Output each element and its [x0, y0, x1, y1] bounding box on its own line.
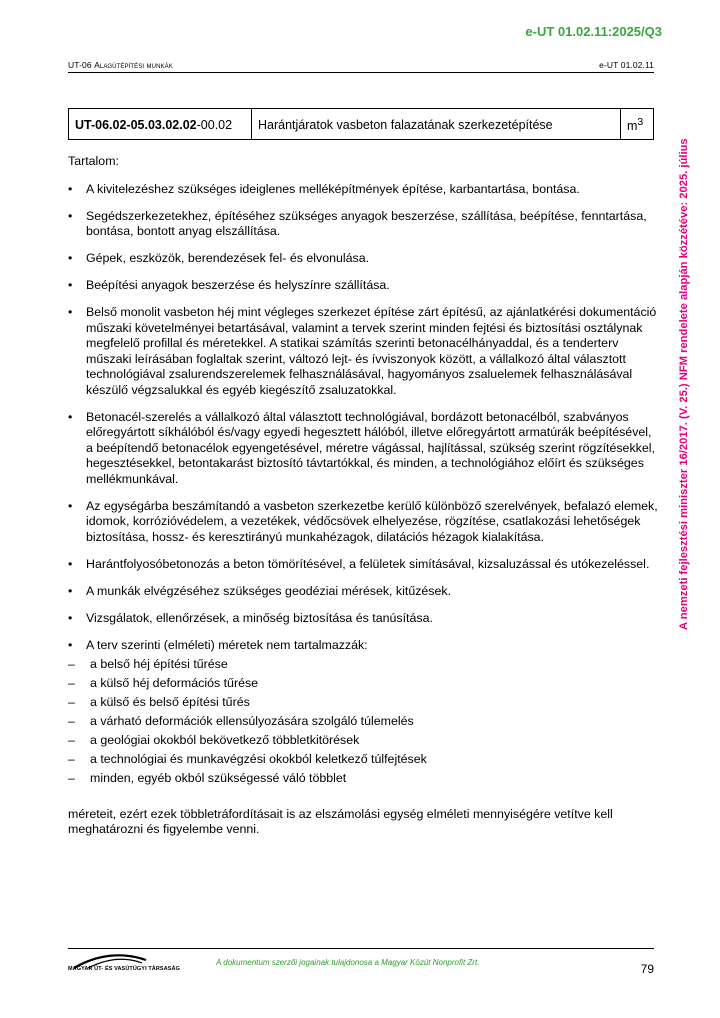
running-header-left: UT-06 Alagútépítési munkák [68, 60, 173, 70]
footer-divider [68, 948, 654, 949]
list-item: • Betonacél-szerelés a vállalkozó által választott technológiával, bordázott betonacélból, szabványos előregyártott síkhálóból és/vagy egyedi hegesztett hálóból, illetve előregyártott armatúrák beépítésével, a beépítendő betonacélok egyengetésével, méretre vágással, hajlítással, szükség szerint rögzítésekkel, hegesztésekkel, betontakarást biztosító távtartókkal, és minden, a technológiához előírt és szükséges mellékmunkával. [68, 409, 655, 486]
content-heading: Tartalom: [68, 154, 119, 168]
list-item: • A munkák elvégzéséhez szükséges geodéziai mérések, kitűzések. [68, 583, 452, 598]
bullet-icon: • [68, 583, 73, 598]
running-header [68, 60, 654, 70]
bullet-icon: • [68, 637, 73, 652]
list-item: • Harántfolyosóbetonozás a beton tömörítésével, a felületek simításával, kizsaluzással és utókezeléssel. [68, 556, 650, 571]
side-publication-note: A nemzeti fejlesztési miniszter 16/2017. (V. 25.) NFM rendelete alapján közzétéve: 2025. július [678, 138, 690, 630]
running-header-right: e-UT 01.02.11 [599, 60, 654, 70]
dash-icon: – [68, 751, 75, 766]
bullet-icon: • [68, 556, 73, 571]
closing-paragraph: méreteit, ezért ezek többletráfordításait is az elszámolási egység elméleti mennyiségére vetítve kell meghatározni és figyelembe venni. [68, 806, 613, 837]
dash-icon: – [68, 713, 75, 728]
item-row [69, 109, 654, 140]
item-code: UT-06.02-05.03.02.02-00.02 [69, 109, 252, 140]
copyright-note: A dokumentum szerzői jogainak tulajdonosa a Magyar Közút Nonprofit Zrt. [216, 958, 480, 967]
dash-item: – minden, egyéb okból szükségessé váló többlet [68, 771, 347, 786]
company-logo-text: MAGYAR ÚT- ÉS VASÚTÜGYI TÁRSASÁG [68, 966, 180, 972]
dash-item: – a külső és belső építési tűrés [68, 694, 250, 709]
dash-list [68, 657, 658, 787]
list-item: • Az egységárba beszámítandó a vasbeton szerkezetbe kerülő különböző szerelvények, befalazó elemek, idomok, korrózióvédelem, a vezetékek, védőcsövek elhelyezése, rögzítése, csatlakozási lehetőségek biztosítása, hossz- és keresztirányú munkahézagok, dilatációs hézagok kialakítása. [68, 498, 658, 544]
header-divider [68, 72, 654, 73]
list-item: • A kivitelezéshez szükséges ideiglenes melléképítmények építése, karbantartása, bontása. [68, 181, 580, 196]
bullet-icon: • [68, 208, 73, 223]
dash-icon: – [68, 771, 75, 786]
dash-icon: – [68, 732, 75, 747]
dash-icon: – [68, 694, 75, 709]
list-item: • Gépek, eszközök, berendezések fel- és elvonulása. [68, 251, 370, 265]
bullet-icon: • [68, 610, 73, 625]
list-item: • A terv szerinti (elméleti) méretek nem tartalmazzák: [68, 637, 368, 652]
item-unit: $m^3$ [621, 109, 654, 140]
list-item: • Beépítési anyagok beszerzése és helyszínre szállítása. [68, 278, 390, 292]
list-item: • Segédszerkezetekhez, építéséhez szükséges anyagok beszerzése, szállítása, beépítése, fenntartása, bontása, bontott anyag elszállítása. [68, 208, 647, 238]
bullet-icon: • [68, 409, 73, 424]
bullet-list [68, 182, 658, 654]
content-section [68, 154, 658, 850]
bullet-icon: • [68, 251, 73, 265]
bullet-icon: • [68, 498, 73, 513]
bullet-icon: • [68, 278, 73, 292]
list-item: • Belső monolit vasbeton héj mint végleges szerkezet építése zárt építésű, az ajánlatkérési dokumentáció műszaki követelményei betartásával, valamint a tervek szerint minden fejtési és biztosítási osztálynak megfelelő profillal és méretekkel. A statikai számítás szerinti betonacélhányaddal, és a tenderterv műszaki leírásában foglaltak szerint, változó lejt- és ívviszonyok között, a vállalkozó által választott technológiával zsalurendszerelemek felhasználásával, hagyományos zsaluelemek felhasználásával készülő végzsalukkal és egyéb kiegészítő zsaluzatokkal. [68, 305, 657, 397]
document-code: e-UT 01.02.11:2025/Q3 [525, 24, 662, 39]
page-number: 79 [640, 962, 654, 976]
dash-item: – a geológiai okokból bekövetkező többletkitörések [68, 732, 360, 747]
company-logo-icon [68, 950, 188, 976]
bullet-icon: • [68, 305, 73, 319]
item-table [68, 108, 654, 140]
bullet-icon: • [68, 181, 73, 196]
running-header-chapter: Alagútépítési munkák [94, 60, 173, 70]
dash-icon: – [68, 656, 75, 671]
dash-item: – a várható deformációk ellensúlyozására szolgáló túlemelés [68, 713, 414, 728]
dash-item: – a belső héj építési tűrése [68, 656, 228, 671]
item-description: Harántjáratok vasbeton falazatának szerkezetépítése [252, 109, 621, 140]
dash-item: – a külső héj deformációs tűrése [68, 675, 259, 690]
dash-item: – a technológiai és munkavégzési okokból keletkező túlfejtések [68, 751, 427, 766]
list-item: • Vizsgálatok, ellenőrzések, a minőség biztosítása és tanúsítása. [68, 610, 433, 625]
dash-icon: – [68, 675, 75, 690]
